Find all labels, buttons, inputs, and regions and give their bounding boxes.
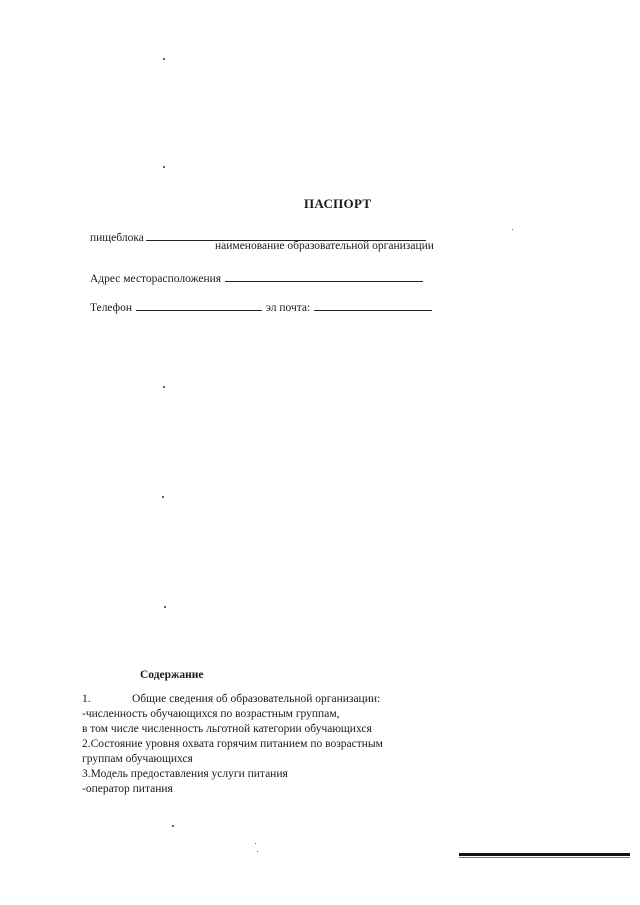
document-title: ПАСПОРТ (304, 196, 372, 211)
contents-item-number: 1. (82, 693, 91, 705)
contents-heading: Содержание (140, 669, 204, 681)
email-label: эл почта: (266, 302, 311, 314)
scan-speck (172, 825, 174, 827)
scan-speck (163, 166, 165, 168)
scan-speck (255, 843, 256, 844)
contents-line: -оператор питания (82, 783, 173, 795)
email-blank (314, 299, 432, 311)
scan-speck (257, 851, 258, 852)
phone-blank (136, 299, 262, 311)
contents-line: -численность обучающихся по возрастным группам, (82, 708, 340, 720)
scan-speck (163, 58, 165, 60)
phone-label: Телефон (90, 302, 133, 314)
scan-speck (163, 386, 165, 388)
pishcheblok-label: пищеблока (90, 232, 144, 244)
page-edge-rule-shadow (459, 857, 630, 858)
scan-speck (164, 606, 166, 608)
scan-speck (162, 496, 164, 498)
scan-speck (512, 229, 513, 230)
contents-list (82, 692, 452, 797)
contents-item-text: Общие сведения об образовательной организации: (132, 693, 381, 705)
page-edge-rule (459, 853, 630, 856)
contents-line: в том числе численность льготной категории обучающихся (82, 723, 372, 735)
contents-line: 3.Модель предоставления услуги питания (82, 768, 288, 780)
contents-item-1 (82, 692, 452, 707)
address-row (90, 270, 423, 285)
address-label: Адрес месторасположения (90, 273, 222, 285)
contents-line: 2.Состояние уровня охвата горячим питанием по возрастным (82, 738, 383, 750)
contents-line: группам обучающихся (82, 753, 193, 765)
address-blank (225, 270, 423, 282)
organization-caption: наименование образовательной организации (215, 240, 434, 252)
phone-email-row (90, 299, 432, 314)
